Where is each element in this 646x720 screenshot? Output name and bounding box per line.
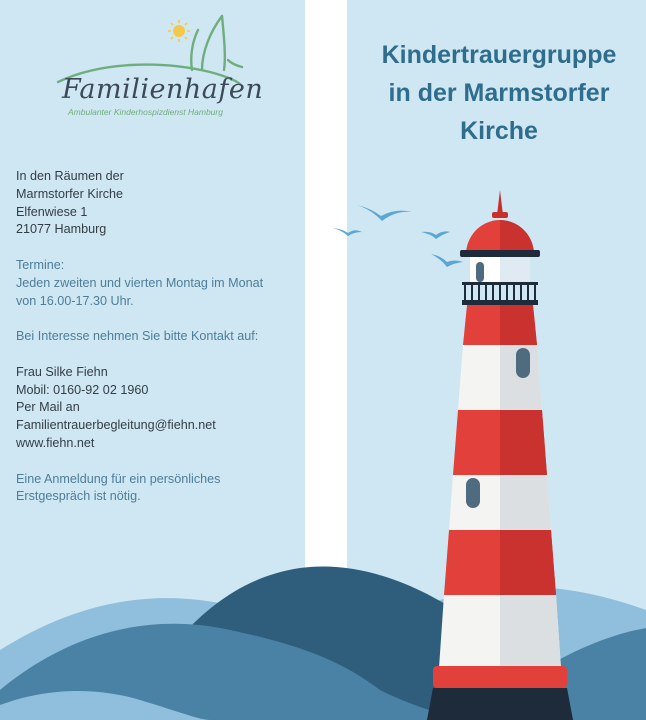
familienhafen-logo xyxy=(50,12,250,122)
location-line: Elfenwiese 1 xyxy=(16,204,88,219)
location-line: In den Räumen der xyxy=(16,169,124,183)
contact-block xyxy=(16,364,301,453)
sun-icon xyxy=(168,20,190,42)
logo-subtitle: Ambulanter Kinderhospizdienst Hamburg xyxy=(68,107,223,117)
registration-block xyxy=(16,471,301,507)
title-line: Kindertrauergruppe xyxy=(381,41,617,69)
location-line: Marmstorfer Kirche xyxy=(16,186,124,201)
schedule-line: Jeden zweiten und vierten Montag im Monat xyxy=(16,275,264,290)
contact-intro: Bei Interesse nehmen Sie bitte Kontakt auf: xyxy=(16,329,259,344)
seagull-icon xyxy=(421,231,450,239)
registration-line: Eine Anmeldung für ein persönliches xyxy=(16,471,221,486)
contact-email: Familientrauerbegleitung@fiehn.net xyxy=(16,418,216,433)
location-line: 21077 Hamburg xyxy=(16,222,107,237)
lighthouse xyxy=(427,190,573,720)
info-block xyxy=(16,168,301,524)
seagull-icon xyxy=(357,205,412,221)
schedule-block xyxy=(16,257,301,310)
contact-intro-block xyxy=(16,328,301,346)
contact-name: Frau Silke Fiehn xyxy=(16,364,108,379)
contact-mail-label: Per Mail an xyxy=(16,400,80,415)
contact-mobile: Mobil: 0160-92 02 1960 xyxy=(16,382,149,397)
schedule-line: von 16.00-17.30 Uhr. xyxy=(16,293,134,308)
title-line: in der Marmstorfer xyxy=(388,79,610,107)
contact-web: www.fiehn.net xyxy=(16,435,95,450)
registration-line: Erstgespräch ist nötig. xyxy=(16,489,141,504)
title-line: Kirche xyxy=(460,117,538,145)
seagulls xyxy=(333,205,463,267)
location-block xyxy=(16,168,301,239)
seagull-icon xyxy=(431,254,463,267)
page-title xyxy=(352,36,646,150)
schedule-label: Termine: xyxy=(16,257,65,272)
seagull-icon xyxy=(333,228,362,236)
logo-name: Familienhafen xyxy=(62,74,264,105)
